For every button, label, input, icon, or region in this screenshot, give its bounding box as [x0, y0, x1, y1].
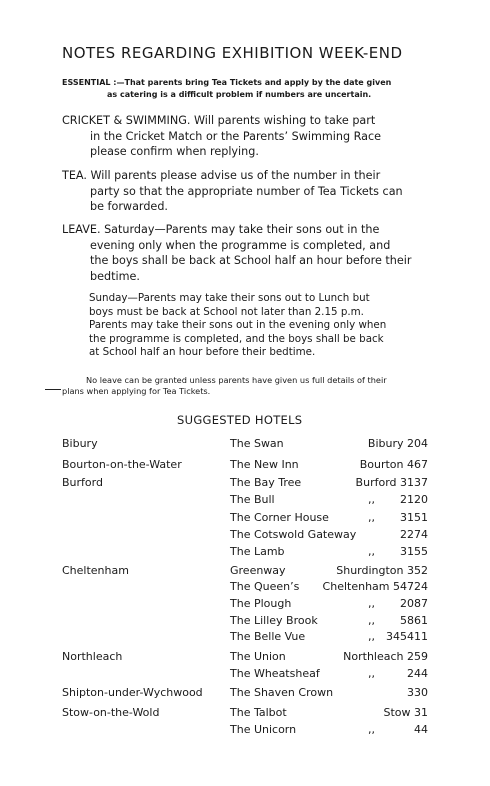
leave-line: LEAVE. Saturday—Parents may take their sons out in the: [62, 223, 380, 236]
hotel-phone: Cheltenham 54724: [322, 580, 428, 593]
ditto-mark: ,,: [368, 597, 375, 610]
hotel-row: [0, 476, 490, 493]
ditto-mark: ,,: [368, 511, 375, 524]
tea-line: be forwarded.: [90, 200, 168, 214]
hotel-phone: 330: [407, 686, 428, 699]
ditto-mark: ,,: [368, 493, 375, 506]
hotel-row: [0, 580, 490, 597]
hotel-phone: 3151: [400, 511, 428, 524]
hotel-name: The Talbot: [230, 706, 287, 719]
hotel-town: Stow-on-the-Wold: [62, 706, 160, 719]
hotel-phone: Stow 31: [383, 706, 428, 719]
hotel-town: Bibury: [62, 437, 98, 450]
hotel-row: [0, 686, 490, 703]
ditto-mark: ,,: [368, 667, 375, 680]
hotel-town: Cheltenham: [62, 564, 129, 577]
hotel-phone: 44: [414, 723, 428, 736]
hotel-name: The Belle Vue: [230, 630, 306, 643]
hotel-row: [0, 723, 490, 740]
hotel-name: The Cotswold Gateway: [230, 528, 357, 541]
cricket-line: please confirm when replying.: [90, 145, 259, 159]
hotel-name: The Bay Tree: [230, 476, 302, 489]
hotel-phone: 2120: [400, 493, 428, 506]
essential-note: [62, 77, 432, 101]
margin-dash: [45, 389, 61, 390]
hotel-town: Bourton-on-the-Water: [62, 458, 182, 471]
hotel-phone: 345411: [386, 630, 428, 643]
hotel-row: [0, 437, 490, 454]
hotel-phone: 244: [407, 667, 428, 680]
leave-paragraph: [62, 222, 432, 284]
leave-line: evening only when the programme is completed, and: [90, 238, 391, 252]
sunday-line: the programme is completed, and the boys shall be back: [89, 332, 384, 345]
cricket-line: CRICKET & SWIMMING. Will parents wishing to take part: [62, 114, 376, 127]
hotel-name: The Lilley Brook: [230, 614, 318, 627]
hotel-phone: Shurdington 352: [336, 564, 428, 577]
hotel-town: Burford: [62, 476, 103, 489]
cricket-line: in the Cricket Match or the Parents’ Swimming Race: [90, 129, 382, 143]
sunday-line: at School half an hour before their bedtime.: [89, 346, 316, 359]
hotel-phone: 5861: [400, 614, 428, 627]
sunday-line: Sunday—Parents may take their sons out to Lunch but: [89, 292, 370, 304]
tea-paragraph: [62, 168, 432, 215]
hotel-phone: Northleach 259: [343, 650, 428, 663]
hotel-name: The Shaven Crown: [230, 686, 334, 699]
no-leave-note: [62, 375, 432, 397]
hotel-name: The Plough: [230, 597, 292, 610]
hotel-row: [0, 564, 490, 581]
ditto-mark: ,,: [368, 545, 375, 558]
hotel-name: The Lamb: [230, 545, 285, 558]
hotel-name: The Swan: [230, 437, 284, 450]
sunday-line: boys must be back at School not later than 2.15 p.m.: [89, 305, 364, 318]
hotel-row: [0, 706, 490, 723]
hotel-town: Northleach: [62, 650, 123, 663]
tea-line: TEA. Will parents please advise us of the number in their: [62, 169, 381, 182]
hotel-phone: 2274: [400, 528, 428, 541]
ditto-mark: ,,: [368, 630, 375, 643]
essential-line-1: ESSENTIAL :—That parents bring Tea Tickets and apply by the date given: [62, 78, 392, 87]
cricket-paragraph: [62, 113, 432, 160]
hotel-name: The Wheatsheaf: [230, 667, 320, 680]
hotel-row: [0, 458, 490, 475]
hotel-name: Greenway: [230, 564, 286, 577]
hotel-phone: Burford 3137: [355, 476, 428, 489]
hotel-row: [0, 545, 490, 562]
hotel-row: [0, 493, 490, 510]
hotel-name: The Queen’s: [230, 580, 300, 593]
hotels-heading: SUGGESTED HOTELS: [177, 413, 303, 427]
ditto-mark: ,,: [368, 614, 375, 627]
hotel-row: [0, 650, 490, 667]
hotel-row: [0, 511, 490, 528]
hotel-row: [0, 667, 490, 684]
hotel-name: The Union: [230, 650, 286, 663]
hotel-name: The New Inn: [230, 458, 299, 471]
sunday-line: Parents may take their sons out in the evening only when: [89, 319, 387, 332]
hotel-row: [0, 528, 490, 545]
hotel-phone: 2087: [400, 597, 428, 610]
no-leave-line-2: plans when applying for Tea Tickets.: [62, 386, 211, 396]
tea-line: party so that the appropriate number of Tea Tickets can: [90, 184, 403, 198]
hotel-name: The Bull: [230, 493, 275, 506]
hotel-name: The Corner House: [230, 511, 329, 524]
hotel-phone: 3155: [400, 545, 428, 558]
sunday-paragraph: [89, 292, 434, 360]
ditto-mark: ,,: [368, 723, 375, 736]
leave-line: the boys shall be back at School half an hour before their: [90, 254, 412, 268]
hotel-name: The Unicorn: [230, 723, 297, 736]
hotel-phone: Bibury 204: [367, 437, 428, 450]
hotel-row: [0, 614, 490, 631]
essential-line-2: as catering is a difficult problem if numbers are uncertain.: [107, 90, 372, 99]
hotel-row: [0, 597, 490, 614]
hotel-phone: Bourton 467: [359, 458, 428, 471]
leave-line: bedtime.: [90, 269, 140, 283]
no-leave-line-1: No leave can be granted unless parents have given us full details of their: [86, 375, 387, 385]
hotel-row: [0, 630, 490, 647]
page-title: NOTES REGARDING EXHIBITION WEEK-END: [62, 44, 403, 62]
hotel-town: Shipton-under-Wychwood: [62, 686, 203, 699]
